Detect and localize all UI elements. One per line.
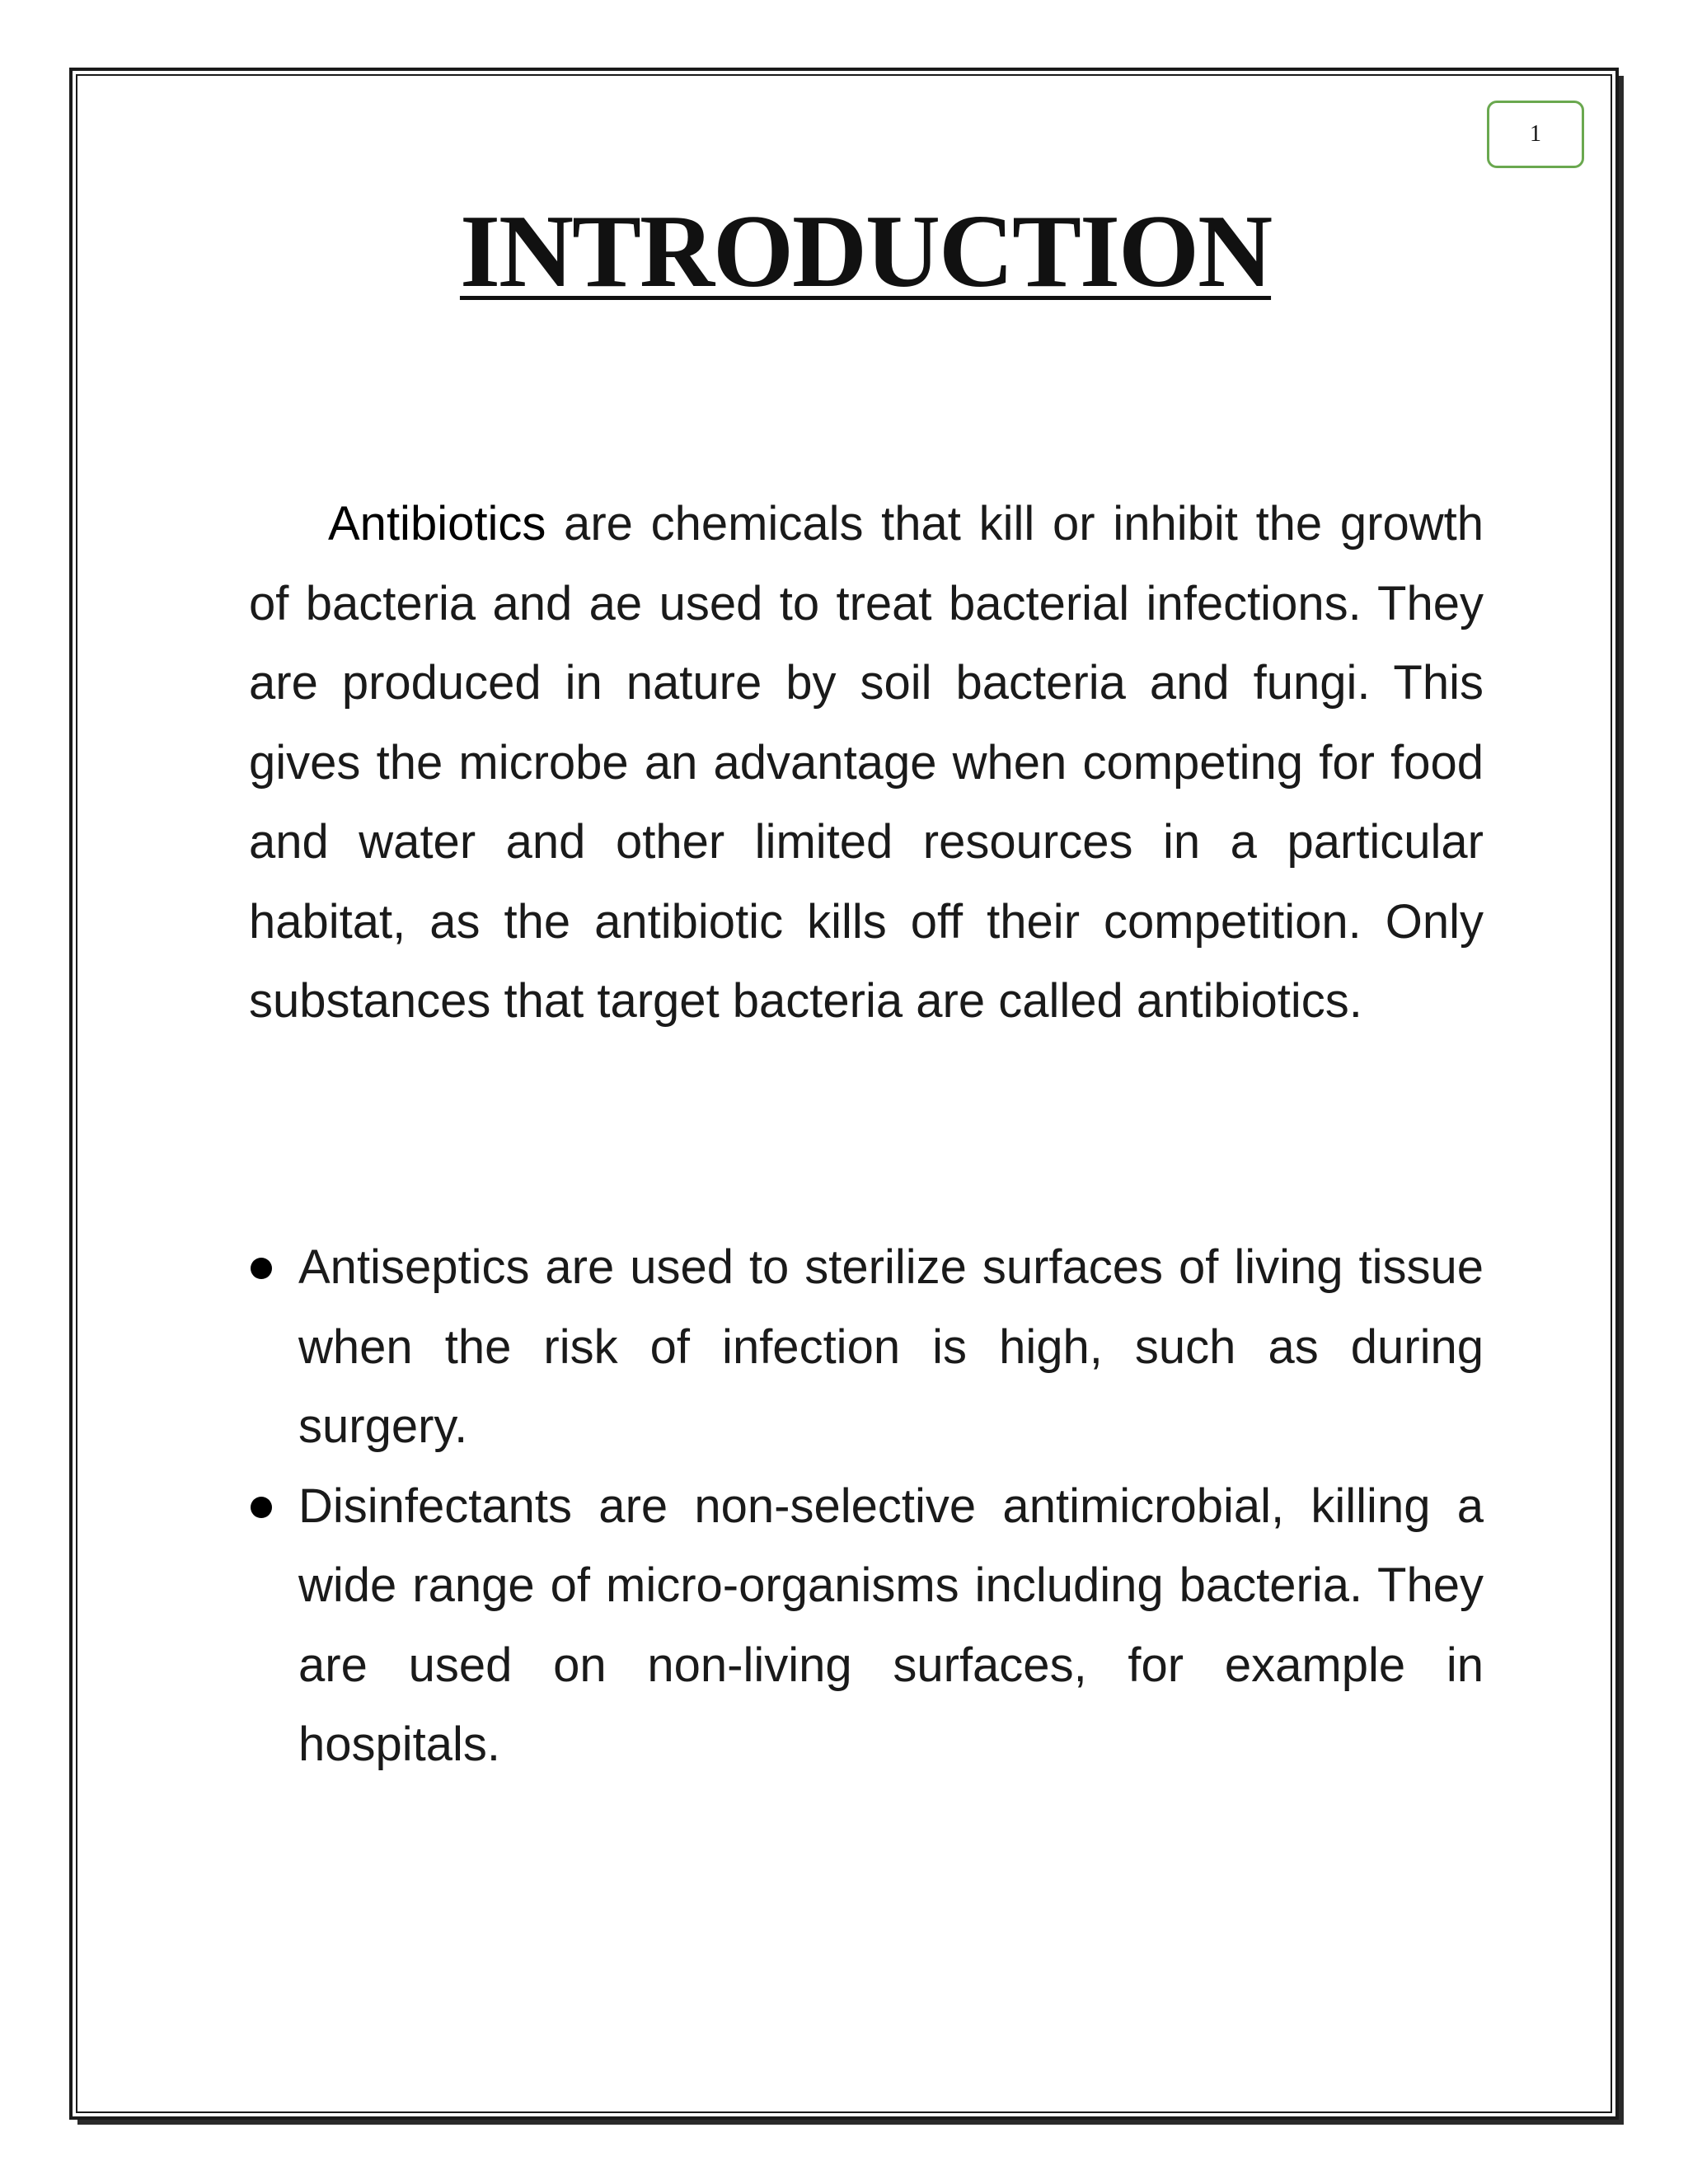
intro-paragraph-text: are chemicals that kill or inhibit the growth of bacteria and ae used to treat bacterial infections. They are produced in nature by soil bacteria and fungi. This gives the microbe an advantage when competing for food and water and other limited resources in a particular habitat, as the antibiotic kills off their competition. Only substances that target bacteria are called antibiotics. (249, 497, 1484, 1028)
intro-lead-term: Antibiotics (328, 497, 546, 551)
page-border-shadow-right (1619, 76, 1624, 2125)
intro-paragraph (249, 485, 1484, 1042)
list-item-disinfectants (249, 1467, 1484, 1785)
page-title (0, 194, 1688, 310)
bullet-list (249, 1228, 1484, 1785)
bullet-icon (251, 1258, 272, 1279)
bullet-icon (251, 1497, 272, 1518)
page-border-inner (76, 74, 1612, 2113)
page-title-text: INTRODUCTION (459, 194, 1272, 309)
list-item-antiseptics (249, 1228, 1484, 1467)
page-border-shadow-bottom (77, 2120, 1624, 2125)
page-number: 1 (1487, 101, 1584, 168)
list-item-text: Disinfectants are non-selective antimicrobial, killing a wide range of micro-organisms including bacteria. They are used on non-living surfaces, for example in hospitals. (298, 1479, 1484, 1771)
list-item-text: Antiseptics are used to sterilize surfaces of living tissue when the risk of infection is high, such as during surgery. (298, 1240, 1484, 1453)
